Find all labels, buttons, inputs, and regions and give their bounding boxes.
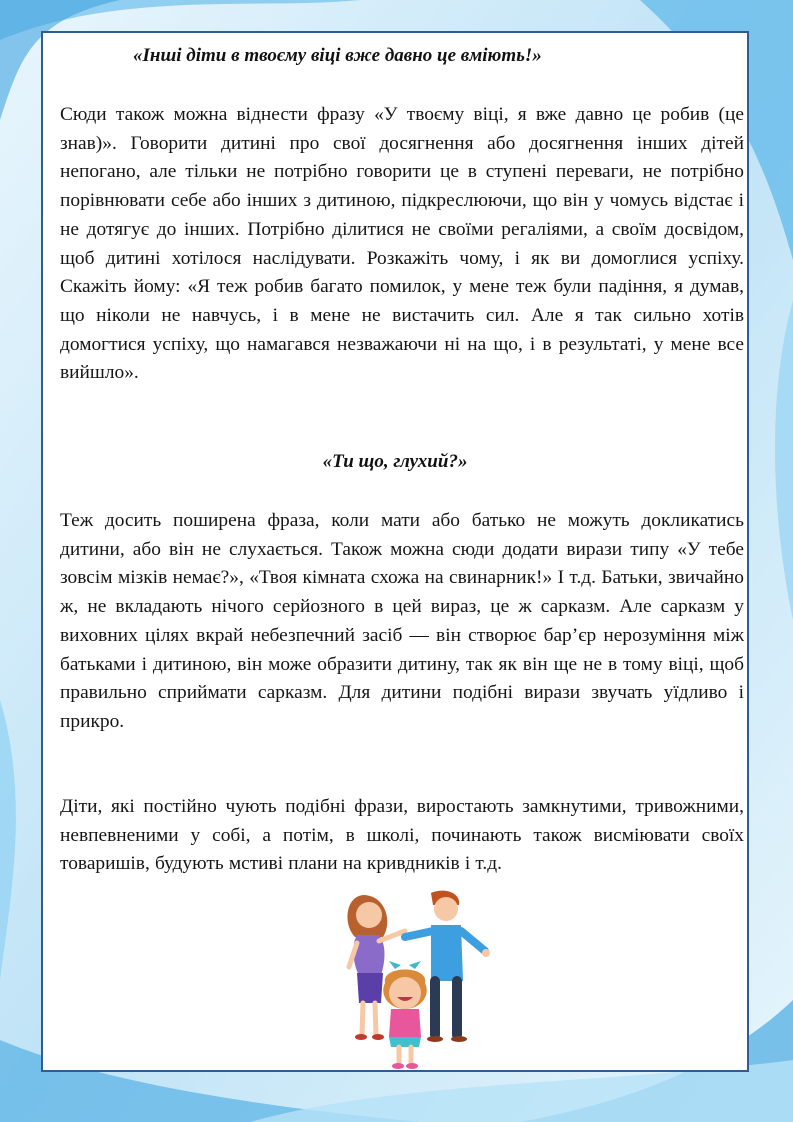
section-1-paragraph: Сюди також можна віднести фразу «У твоєму віці, я вже давно це робив (це знав)». Говорити дитині про свої досягнення або досягнення інших дітей непогано, але тільки не потрібно говорити це в ступені переваги, не потрібно порівнювати себе або інших з дитиною, підкреслюючи, що він у чомусь відстає і не дотягує до інших. Потрібно ділитися не своїми регаліями, а своїм досвідом, щоб дитині хотілося наслідувати. Розкажіть чому, і як ви домоглися успіху. Скажіть йому: «Я теж робив багато помилок, у мене теж були падіння, я думав, що ніколи не навчусь, і в мене не вистачить сил. Але я так сильно хотів домогтися успіху, що намагався незважаючи ні на що, і в результаті, у мене все вийшло». (60, 104, 744, 384)
section-2-paragraph-2: Діти, які постійно чують подібні фрази, виростають замкнутими, тривожними, невпевненими у собі, а потім, в школі, починають також висміювати своїх товаришів, будують мстиві плани на кривдників і т.д. (60, 796, 744, 875)
section-2-paragraph-1: Теж досить поширена фраза, коли мати або батько не можуть докликатись дитини, або він не слухається. Також можна сюди додати вирази типу «У тебе зовсім мізків немає?», «Твоя кімната схожа на свинарник!» І т.д. Батьки, звичайно ж, не вкладають нічого серйозного в цей вираз, це ж сарказм. Але сарказм у виховних цілях вкрай небезпечний засіб — він створює бар’єр нерозуміння між батьками і дитиною, він може образити дитину, так як він ще не в тому віці, щоб правильно сприймати сарказм. Для дитини подібні вирази звучать уїдливо і прикро. (60, 510, 744, 732)
section-title-2: «Ти що, глухий?» (322, 451, 468, 472)
family-scolding-illustration (335, 885, 495, 1071)
crying-girl-figure (383, 961, 427, 1069)
document-page (41, 31, 749, 1072)
section-title-1: «Інші діти в твоєму віці вже давно це вміють!» (133, 45, 542, 66)
